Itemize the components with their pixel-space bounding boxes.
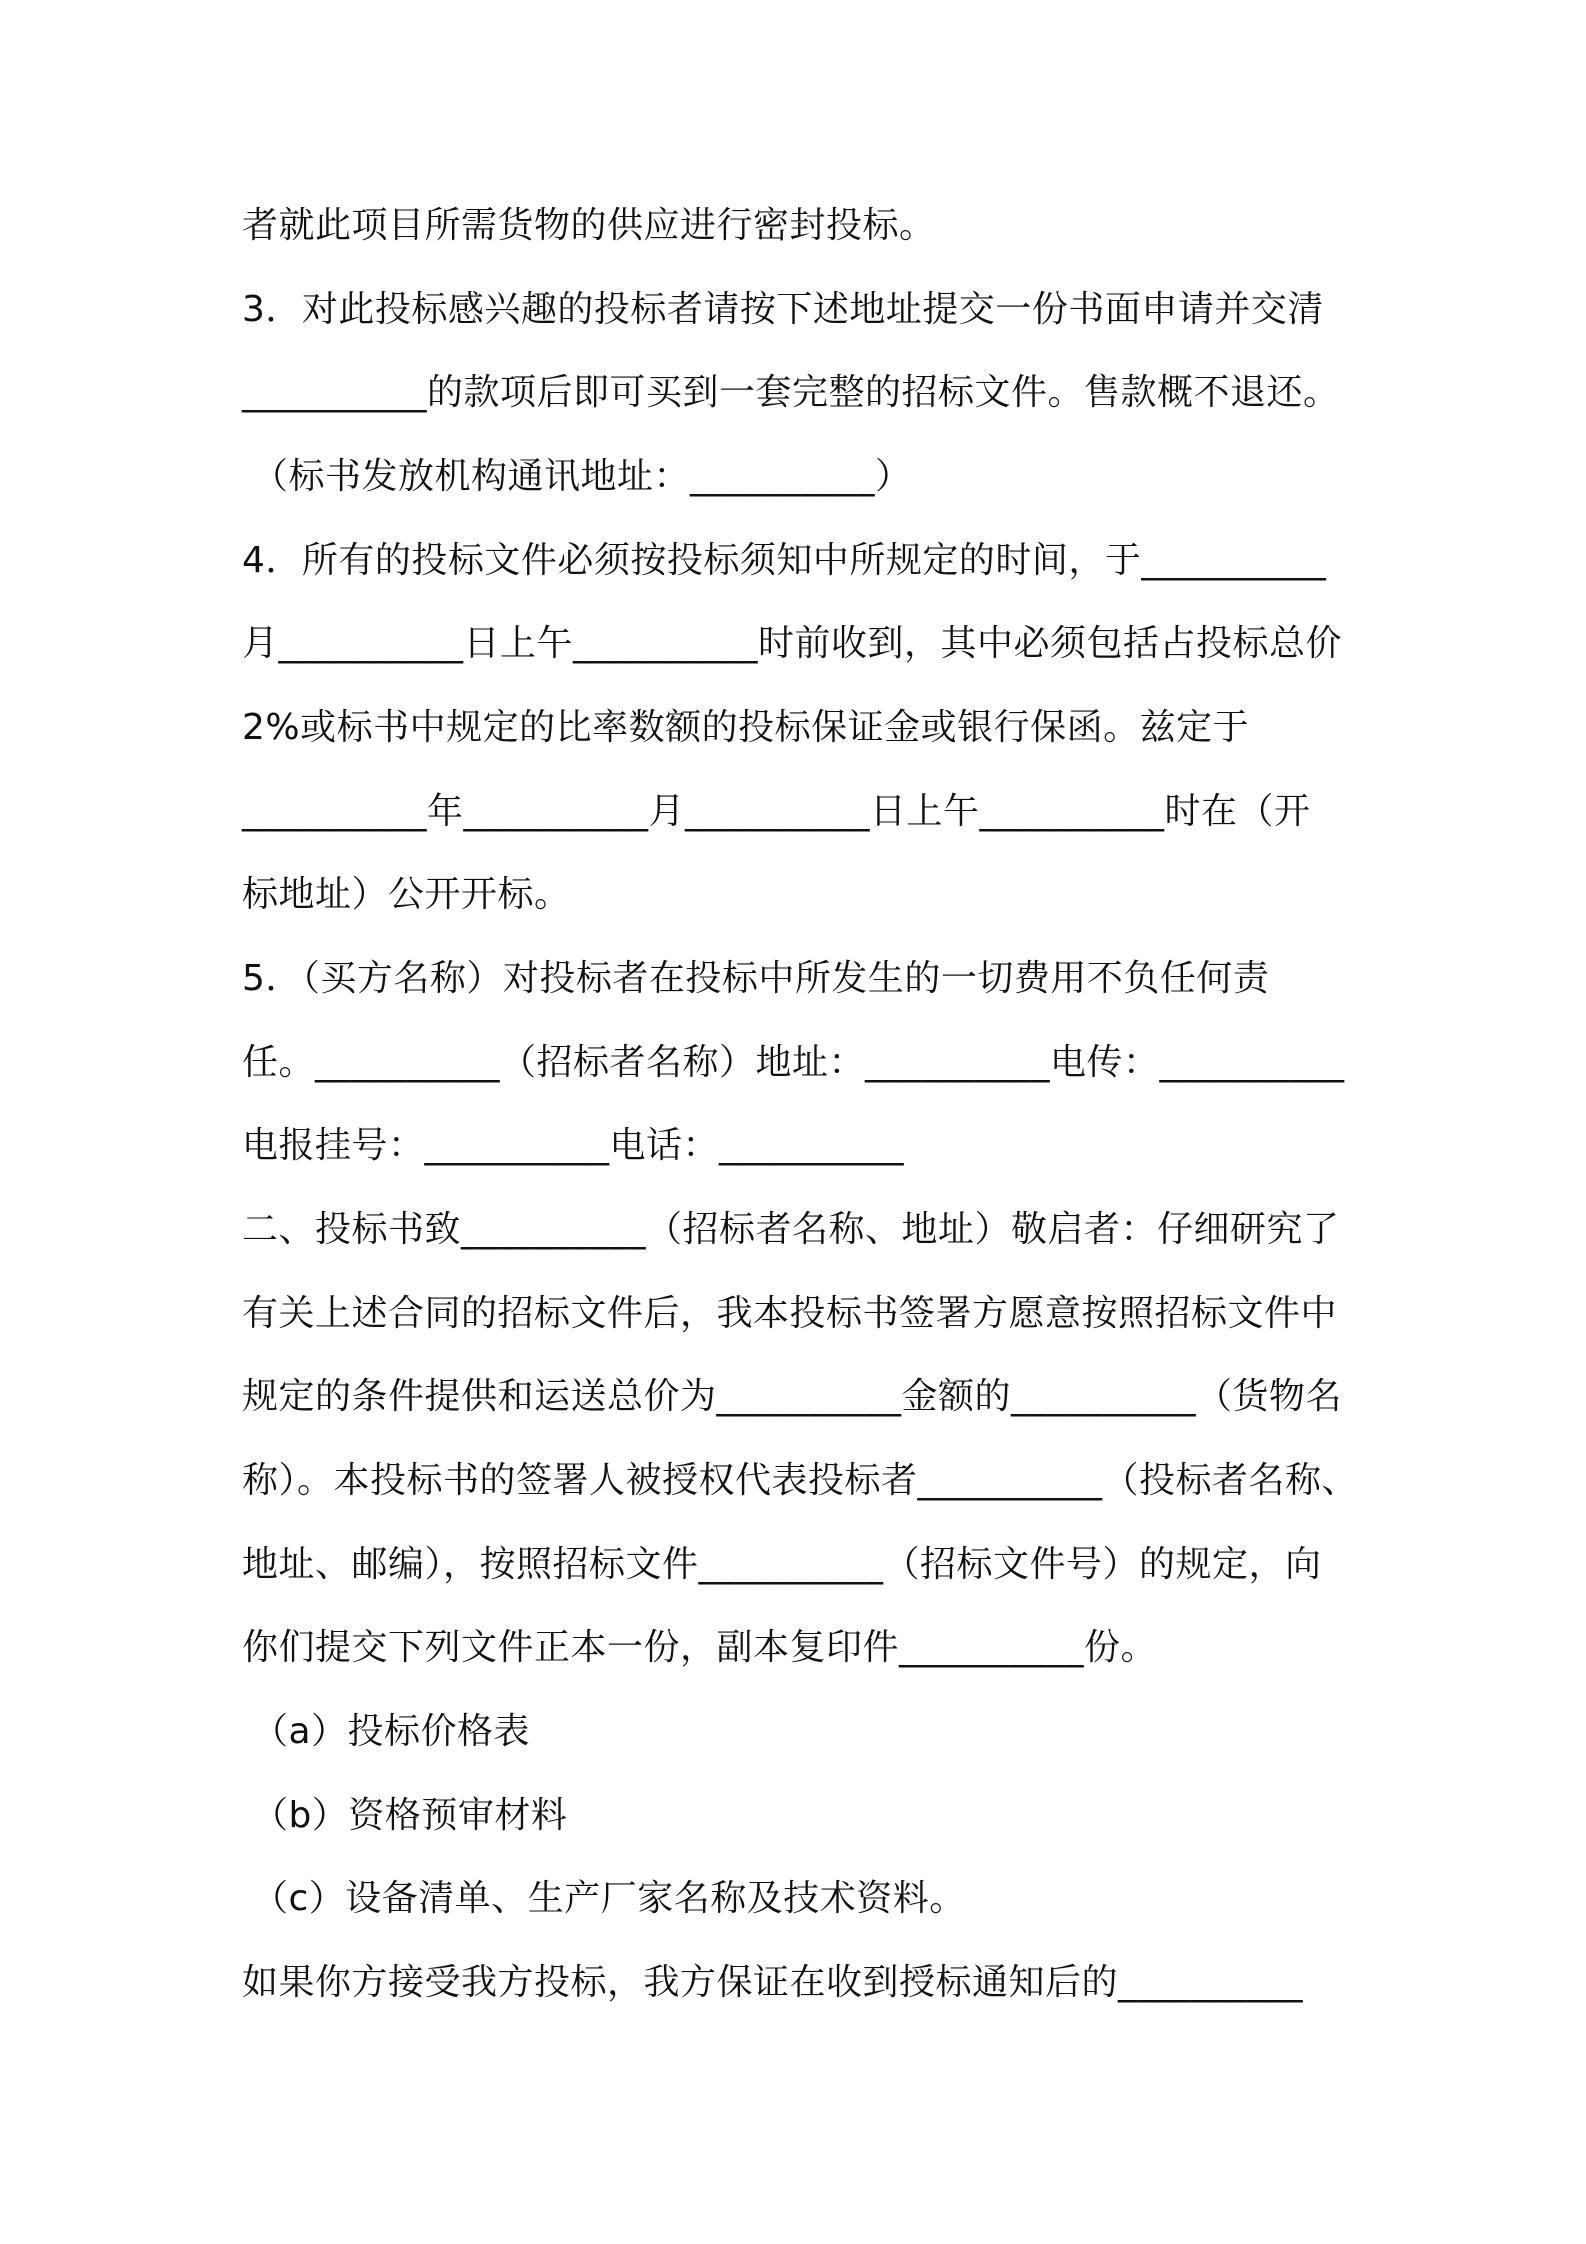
- text-line: 地址、邮编），按照招标文件__________（招标文件号）的规定，向: [242, 1544, 1322, 1585]
- text-line: 你们提交下列文件正本一份，副本复印件__________份。: [242, 1627, 1158, 1668]
- text-line: 任。__________（招标者名称）地址：__________电传：__________: [242, 1042, 1345, 1083]
- text-line: __________的款项后即可买到一套完整的招标文件。售款概不退还。: [242, 372, 1340, 413]
- text-line: （标书发放机构通讯地址：__________）: [252, 456, 912, 497]
- list-item: （b）资格预审材料: [252, 1795, 568, 1836]
- text-line: 规定的条件提供和运送总价为__________金额的__________（货物名: [242, 1376, 1343, 1417]
- text-line: 标地址）公开开标。: [242, 874, 571, 915]
- text-line: 称）。本投标书的签署人被授权代表投标者__________（投标者名称、: [242, 1460, 1359, 1501]
- text-line: 月__________日上午__________时前收到，其中必须包括占投标总价: [242, 623, 1343, 664]
- text-line: 电报挂号：__________电话：__________: [242, 1125, 905, 1166]
- text-line: 4．所有的投标文件必须按投标须知中所规定的时间，于__________: [242, 540, 1327, 581]
- text-line: 3．对此投标感兴趣的投标者请按下述地址提交一份书面申请并交清: [242, 289, 1324, 330]
- text-line: 有关上述合同的招标文件后，我本投标书签署方愿意按照招标文件中: [242, 1293, 1338, 1334]
- text-line: 如果你方接受我方投标，我方保证在收到授标通知后的__________: [242, 1962, 1304, 2003]
- text-line: 5．（买方名称）对投标者在投标中所发生的一切费用不负任何责: [242, 958, 1270, 999]
- text-line: 二、投标书致__________（招标者名称、地址）敬启者：仔细研究了: [242, 1209, 1340, 1250]
- text-line: 者就此项目所需货物的供应进行密封投标。: [242, 205, 936, 246]
- text-line: __________年__________月__________日上午__________时在（开: [242, 791, 1311, 832]
- list-item: （c）设备清单、生产厂家名称及技术资料。: [252, 1878, 966, 1919]
- list-item: （a）投标价格表: [252, 1711, 531, 1752]
- text-line: 2%或标书中规定的比率数额的投标保证金或银行保函。兹定于: [242, 707, 1250, 748]
